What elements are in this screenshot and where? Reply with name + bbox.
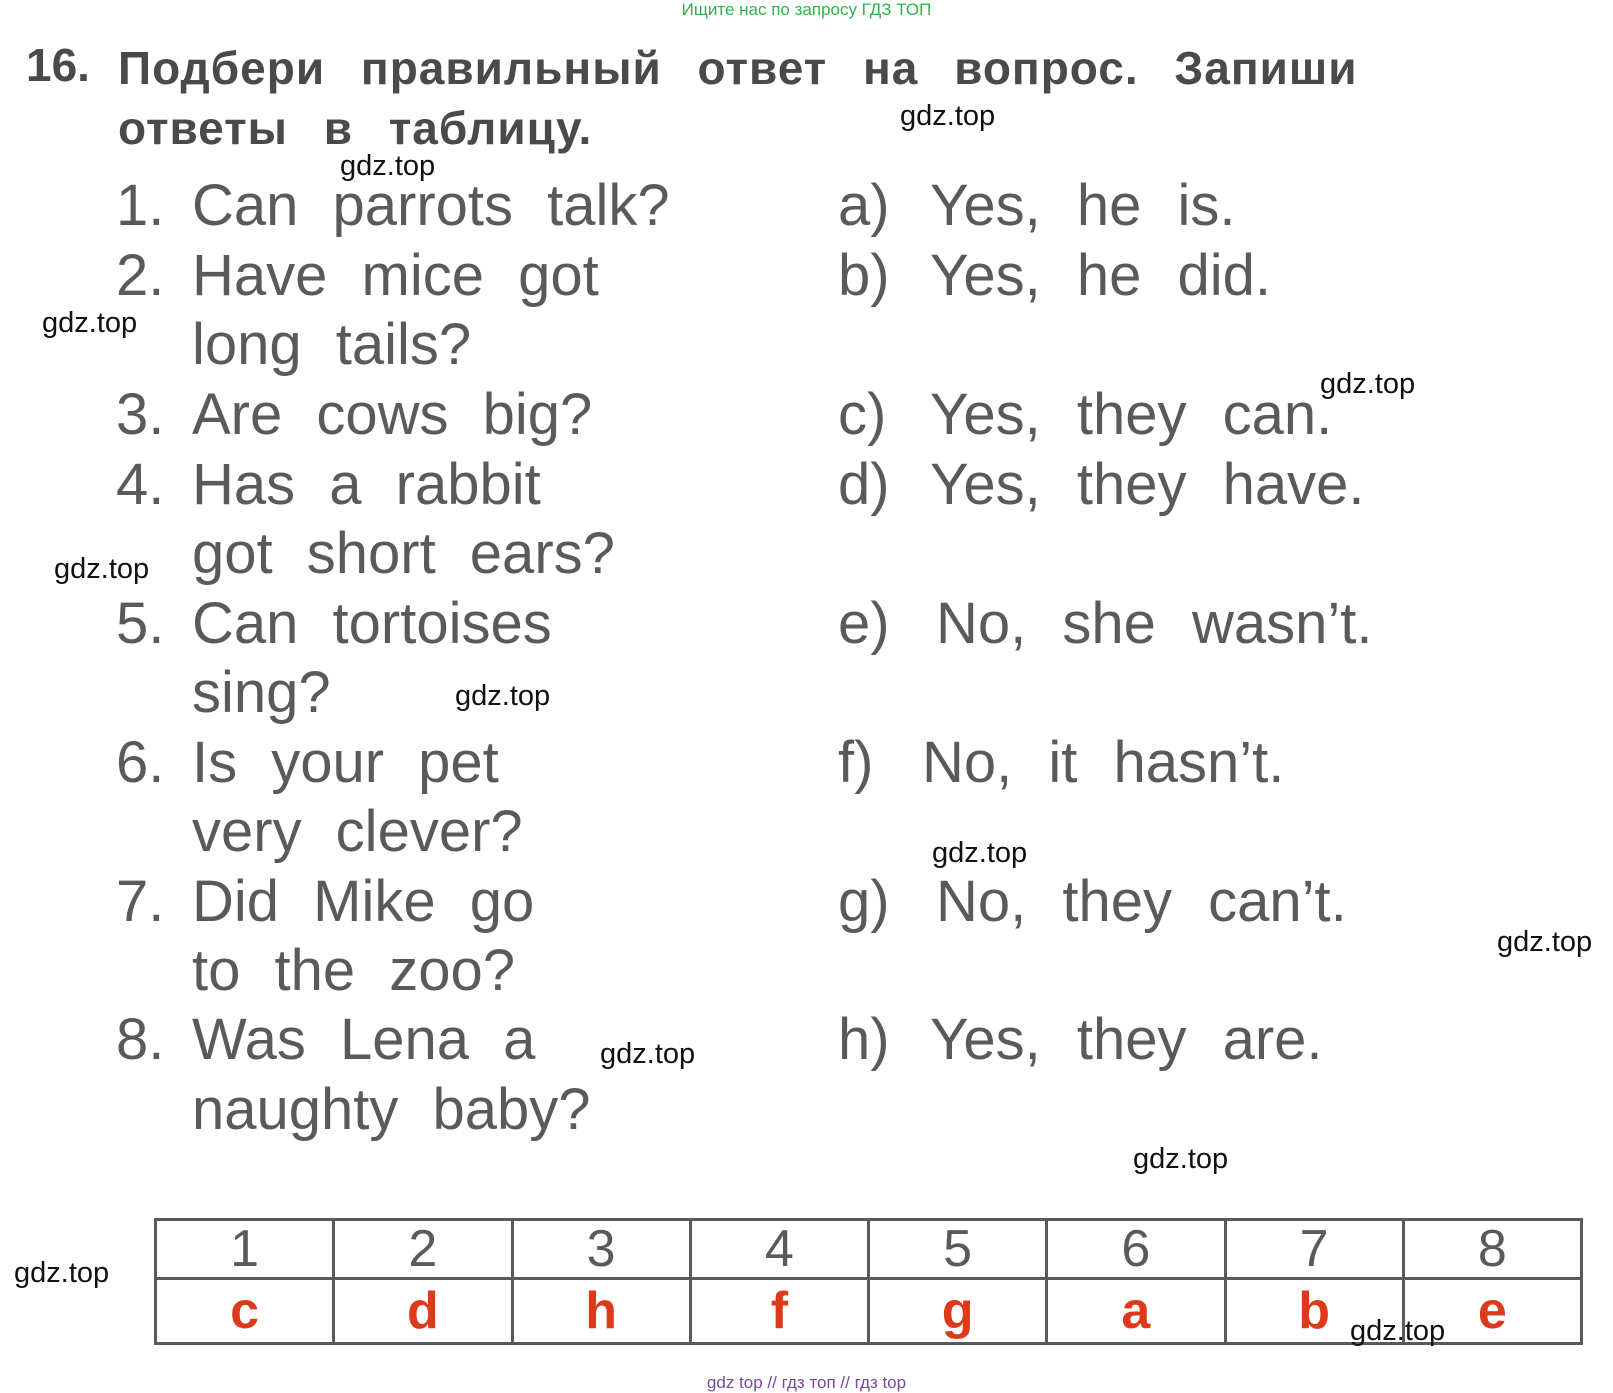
answer-letter: h) — [838, 1007, 890, 1072]
table-header-cell: 8 — [1403, 1220, 1581, 1279]
answer-text: No, she wasn’t. — [936, 591, 1373, 656]
question-number: 1. — [116, 173, 165, 238]
watermark: gdz.top — [54, 553, 150, 585]
question-text: Is your pet — [192, 730, 499, 795]
question-text: Can tortoises — [192, 591, 552, 656]
answer-letter: c) — [838, 382, 887, 447]
table-header-cell: 5 — [869, 1220, 1047, 1279]
question-number: 2. — [116, 243, 165, 308]
watermark: gdz.top — [600, 1038, 696, 1070]
search-banner: Ищите нас по запросу ГДЗ ТОП — [681, 0, 932, 19]
table-answer-cell: b — [1225, 1279, 1403, 1344]
answer-letter: e) — [838, 591, 890, 656]
answer-text: Yes, he is. — [930, 173, 1236, 238]
answer-text: No, they can’t. — [936, 869, 1347, 934]
table-header-cell: 4 — [690, 1220, 868, 1279]
watermark: gdz.top — [1497, 926, 1593, 958]
question-number: 4. — [116, 452, 165, 517]
table-header-cell: 3 — [512, 1220, 690, 1279]
answer-text: Yes, they have. — [930, 452, 1365, 517]
task-instruction: Подбери правильный ответ на вопрос. Запиши ответы в таблицу. — [118, 42, 1358, 154]
question-text: Are cows big? — [192, 382, 593, 447]
task-number: 16. — [26, 39, 90, 91]
footer-watermark: gdz top // гдз топ // гдз top — [706, 1373, 907, 1392]
table-answer-cell: h — [512, 1279, 690, 1344]
question-number: 8. — [116, 1007, 165, 1072]
table-header-cell: 1 — [156, 1220, 334, 1279]
answer-letter: a) — [838, 173, 890, 238]
table-answer-cell: c — [156, 1279, 334, 1344]
answer-text: Yes, they are. — [930, 1007, 1323, 1072]
table-header-cell: 7 — [1225, 1220, 1403, 1279]
answer-letter: g) — [838, 869, 890, 934]
answer-letter: f) — [838, 730, 874, 795]
watermark: gdz.top — [1133, 1143, 1229, 1175]
question-text: Have mice got — [192, 243, 599, 308]
question-text: got short ears? — [192, 521, 615, 586]
question-text: Did Mike go — [192, 869, 535, 934]
table-answer-cell: g — [869, 1279, 1047, 1344]
watermark: gdz.top — [932, 837, 1028, 869]
answer-text: Yes, he did. — [930, 243, 1271, 308]
answer-letter: d) — [838, 452, 890, 517]
watermark: gdz.top — [42, 307, 138, 339]
watermark: gdz.top — [14, 1257, 110, 1289]
answer-letter: b) — [838, 243, 890, 308]
table-header-cell: 6 — [1047, 1220, 1225, 1279]
table-answer-cell: e — [1403, 1279, 1581, 1344]
question-text: Has a rabbit — [192, 452, 541, 517]
question-text: very clever? — [192, 799, 523, 864]
table-header-row — [156, 1220, 1582, 1279]
table-answer-cell: a — [1047, 1279, 1225, 1344]
question-text: to the zoo? — [192, 938, 515, 1003]
question-text: sing? — [192, 660, 331, 725]
question-text: Can parrots talk? — [192, 173, 670, 238]
answer-text: Yes, they can. — [930, 382, 1333, 447]
table-answer-cell: f — [690, 1279, 868, 1344]
answer-text: No, it hasn’t. — [922, 730, 1285, 795]
watermark: gdz.top — [455, 680, 551, 712]
question-number: 5. — [116, 591, 165, 656]
question-number: 6. — [116, 730, 165, 795]
watermark: gdz.top — [340, 150, 436, 182]
watermark: gdz.top — [1350, 1315, 1446, 1347]
question-text: long tails? — [192, 312, 472, 377]
question-text: Was Lena a — [192, 1007, 536, 1072]
question-number: 3. — [116, 382, 165, 447]
watermark: gdz.top — [900, 100, 996, 132]
watermark: gdz.top — [1320, 368, 1416, 400]
table-answer-cell: d — [334, 1279, 512, 1344]
question-text: naughty baby? — [192, 1077, 591, 1142]
question-number: 7. — [116, 869, 165, 934]
table-header-cell: 2 — [334, 1220, 512, 1279]
